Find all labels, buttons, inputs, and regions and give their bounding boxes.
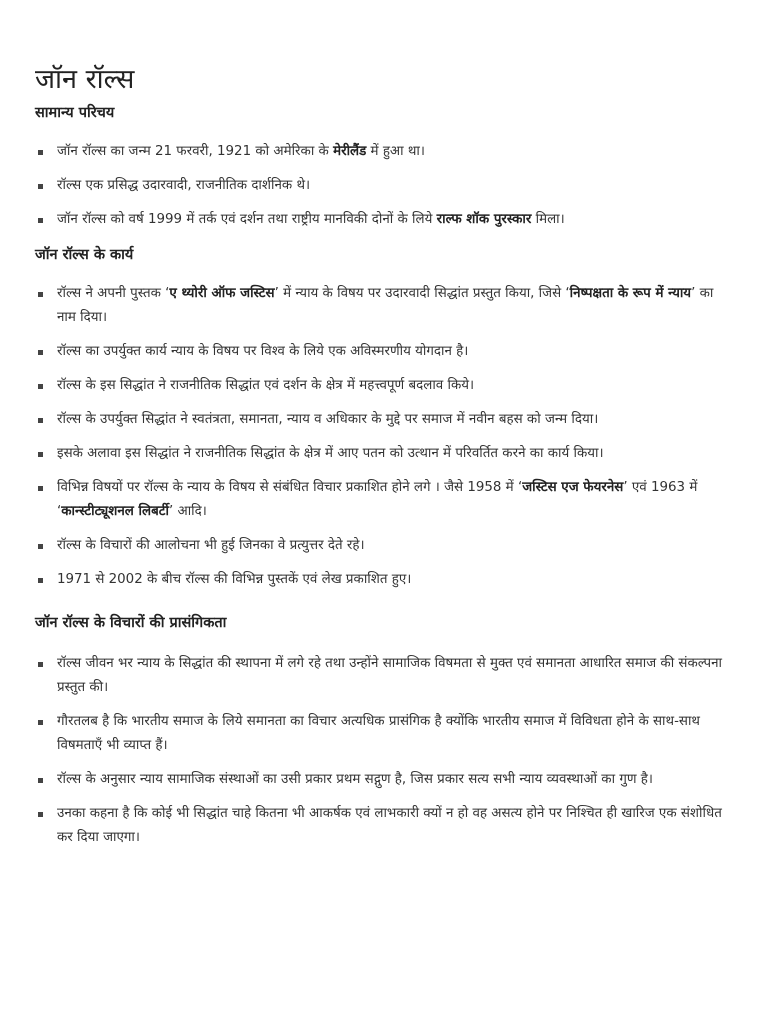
list-item: [35, 408, 732, 432]
bullet-icon: [38, 452, 43, 457]
list-item: [35, 374, 732, 398]
bullet-icon: [38, 778, 43, 783]
list-item: [35, 710, 732, 758]
bold-text: मेरीलैंड: [333, 144, 367, 159]
text: रॉल्स जीवन भर न्याय के सिद्धांत की स्थापना में लगे रहे तथा उन्होंने सामाजिक विषमता से मुक्त एवं समानता आधारित समाज की संकल्पना प्रस्तुत की।: [57, 656, 723, 695]
bullet-icon: [38, 150, 43, 155]
bullet-icon: [38, 218, 43, 223]
section-heading-works: जॉन रॉल्स के कार्य: [35, 247, 134, 263]
bullet-icon: [38, 384, 43, 389]
list-item: [35, 442, 732, 466]
text: गौरतलब है कि भारतीय समाज के लिये समानता का विचार अत्यधिक प्रासंगिक है क्योंकि भारतीय समाज में विविधता होने के साथ-साथ विषमताएँ भी व्याप्त हैं।: [57, 714, 700, 753]
list-works: [35, 282, 732, 592]
text: रॉल्स के उपर्युक्त सिद्धांत ने स्वतंत्रता, समानता, न्याय व अधिकार के मुद्दे पर समाज में नवीन बहस को जन्म दिया।: [57, 412, 599, 427]
bullet-icon: [38, 812, 43, 817]
text: मिला।: [531, 212, 565, 227]
list-item: [35, 174, 732, 198]
bullet-icon: [38, 486, 43, 491]
bullet-icon: [38, 544, 43, 549]
list-item: [35, 652, 732, 700]
text: रॉल्स ने अपनी पुस्तक ‘: [57, 286, 170, 301]
list-item: [35, 768, 732, 792]
list-item: [35, 802, 732, 850]
bold-text: निष्पक्षता के रूप में न्याय: [569, 286, 692, 301]
bullet-icon: [38, 578, 43, 583]
bold-text: जस्टिस एज फेयरनेस: [522, 480, 624, 495]
bullet-icon: [38, 292, 43, 297]
list-item: [35, 476, 732, 524]
bullet-icon: [38, 662, 43, 667]
list-item: [35, 208, 732, 232]
text: जॉन रॉल्स का जन्म 21 फरवरी, 1921 को अमेरिका के: [57, 144, 334, 159]
list-item: [35, 282, 732, 330]
bullet-icon: [38, 720, 43, 725]
text: रॉल्स के अनुसार न्याय सामाजिक संस्थाओं का उसी प्रकार प्रथम सद्गुण है, जिस प्रकार सत्य सभी न्याय व्यवस्थाओं का गुण है।: [57, 772, 653, 787]
list-item: [35, 568, 732, 592]
text: में हुआ था।: [366, 144, 425, 159]
list-item: [35, 534, 732, 558]
text: 1971 से 2002 के बीच रॉल्स की विभिन्न पुस्तकें एवं लेख प्रकाशित हुए।: [57, 572, 412, 587]
text: रॉल्स एक प्रसिद्ध उदारवादी, राजनीतिक दार्शनिक थे।: [57, 178, 311, 193]
text: विभिन्न विषयों पर रॉल्स के न्याय के विषय से संबंधित विचार प्रकाशित होने लगे । जैसे 1958 में ‘: [57, 480, 523, 495]
text: ’ का नाम दिया।: [57, 286, 714, 325]
bullet-icon: [38, 184, 43, 189]
text: ’ एवं 1963 में ‘: [57, 480, 698, 519]
bullet-icon: [38, 418, 43, 423]
list-relevance: [35, 652, 732, 850]
section-heading-relevance: जॉन रॉल्स के विचारों की प्रासंगिकता: [35, 615, 227, 631]
text: ’ आदि।: [168, 504, 207, 519]
page-title: जॉन रॉल्स: [35, 64, 135, 95]
bold-text: कान्स्टीट्यूशनल लिबर्टी: [61, 504, 169, 519]
text: इसके अलावा इस सिद्धांत ने राजनीतिक सिद्धांत के क्षेत्र में आए पतन को उत्थान में परिवर्तित करने का कार्य किया।: [57, 446, 604, 461]
bold-text: ए थ्योरी ऑफ जस्टिस: [169, 286, 275, 301]
list-item: [35, 340, 732, 364]
list-introduction: [35, 140, 732, 232]
text: उनका कहना है कि कोई भी सिद्धांत चाहे कितना भी आकर्षक एवं लाभकारी क्यों न हो वह असत्य होने पर निश्चित ही खारिज एक संशोधित कर दिया जाएगा।: [57, 806, 722, 845]
section-heading-introduction: सामान्य परिचय: [35, 105, 115, 121]
text: रॉल्स के विचारों की आलोचना भी हुई जिनका वे प्रत्युत्तर देते रहे।: [57, 538, 365, 553]
text: रॉल्स के इस सिद्धांत ने राजनीतिक सिद्धांत एवं दर्शन के क्षेत्र में महत्त्वपूर्ण बदलाव किये।: [57, 378, 475, 393]
bullet-icon: [38, 350, 43, 355]
list-item: [35, 140, 732, 164]
text: रॉल्स का उपर्युक्त कार्य न्याय के विषय पर विश्व के लिये एक अविस्मरणीय योगदान है।: [57, 344, 469, 359]
bold-text: राल्फ शॉक पुरस्कार: [436, 212, 532, 227]
text: ’ में न्याय के विषय पर उदारवादी सिद्धांत प्रस्तुत किया, जिसे ‘: [274, 286, 570, 301]
text: जॉन रॉल्स को वर्ष 1999 में तर्क एवं दर्शन तथा राष्ट्रीय मानविकी दोनों के लिये: [57, 212, 437, 227]
